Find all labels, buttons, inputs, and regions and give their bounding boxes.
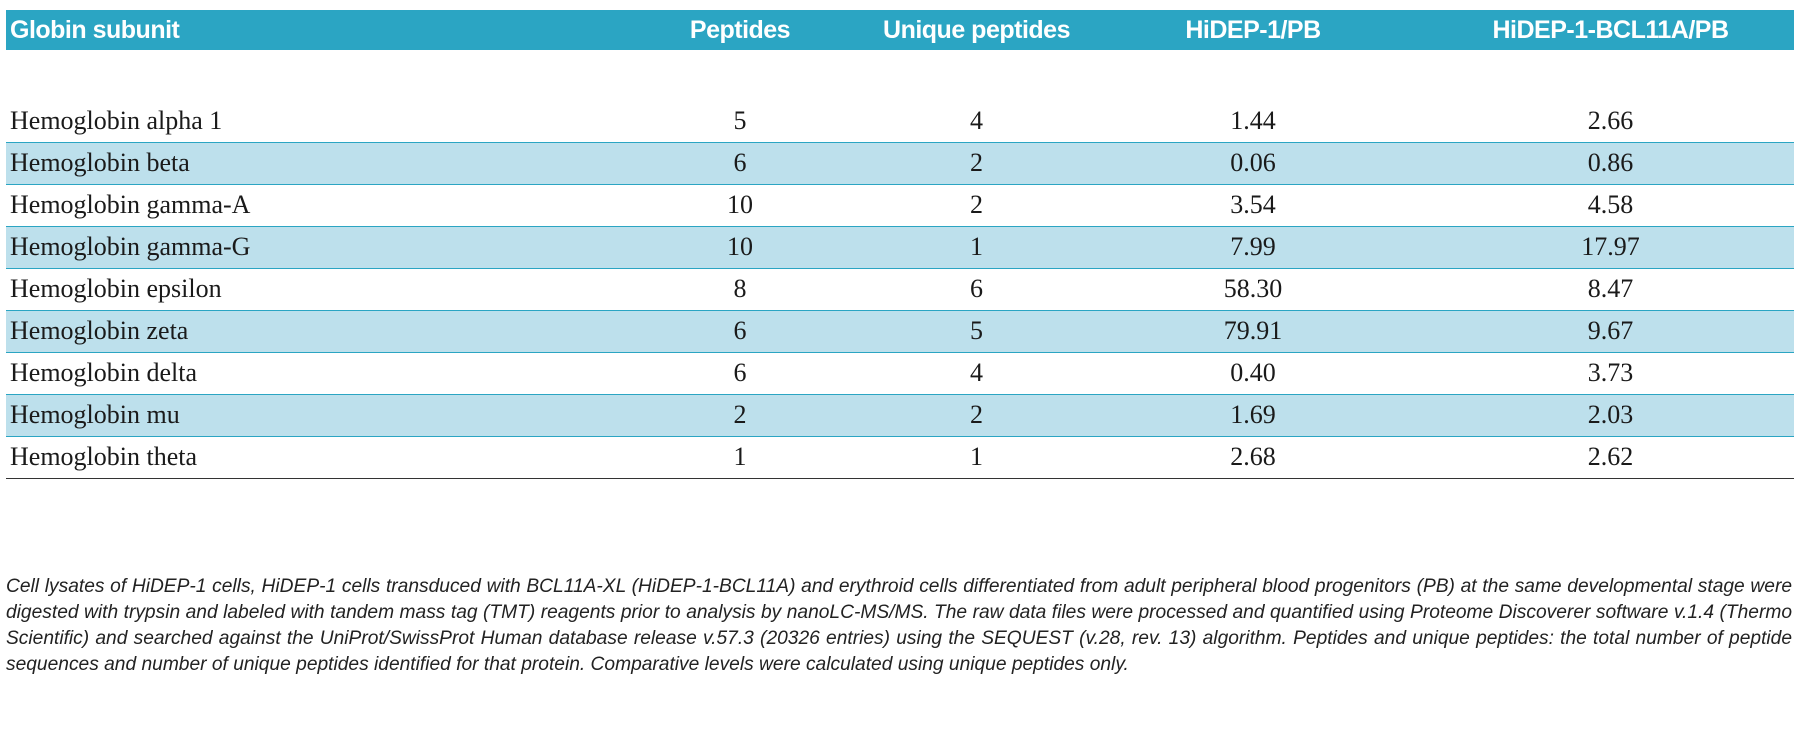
cell-hidep1-pb: 1.69: [1079, 394, 1427, 436]
header-globin-subunit: Globin subunit: [10, 15, 180, 44]
cell-hidep1-pb: 0.06: [1079, 142, 1427, 184]
header-hidep1-bcl11a-pb: HiDEP-1-BCL11A/PB: [1492, 15, 1729, 44]
cell-unique-peptides: 2: [874, 142, 1079, 184]
cell-unique-peptides: 2: [874, 394, 1079, 436]
table-row: [6, 142, 1794, 184]
cell-unique-peptides: 1: [874, 436, 1079, 478]
cell-subunit: Hemoglobin zeta: [6, 310, 606, 352]
cell-peptides: 6: [733, 358, 747, 387]
cell-peptides: 8: [733, 274, 747, 303]
cell-hidep1-pb: 1.44: [1230, 105, 1276, 135]
cell-subunit: Hemoglobin theta: [6, 436, 606, 478]
table-row: [6, 394, 1794, 436]
header-peptides: Peptides: [689, 15, 791, 44]
table-row: [6, 436, 1794, 478]
cell-peptides: 10: [606, 226, 874, 268]
cell-unique-peptides: 4: [970, 105, 983, 135]
cell-subunit: Hemoglobin mu: [6, 394, 606, 436]
cell-hidep1-bcl11a-pb: 8.47: [1587, 274, 1634, 303]
table-row: [6, 268, 1794, 310]
header-unique-peptides: Unique peptides: [883, 15, 1070, 44]
cell-subunit: Hemoglobin delta: [10, 358, 198, 387]
cell-peptides: 2: [606, 394, 874, 436]
table-row: [6, 184, 1794, 226]
cell-unique-peptides: 1: [874, 226, 1079, 268]
cell-hidep1-bcl11a-pb: 4.58: [1587, 190, 1634, 219]
table-row: [6, 100, 1794, 142]
table-row: [6, 226, 1794, 268]
cell-hidep1-pb: 0.40: [1230, 358, 1276, 387]
cell-hidep1-bcl11a-pb: 2.03: [1427, 394, 1794, 436]
cell-hidep1-bcl11a-pb: 17.97: [1427, 226, 1794, 268]
cell-peptides: 10: [727, 190, 753, 219]
cell-subunit: Hemoglobin beta: [6, 142, 606, 184]
cell-hidep1-bcl11a-pb: 2.66: [1587, 105, 1634, 135]
cell-peptides: 6: [606, 142, 874, 184]
cell-hidep1-pb: 58.30: [1223, 274, 1283, 303]
table-row: [6, 310, 1794, 352]
cell-hidep1-pb: 2.68: [1079, 436, 1427, 478]
header-spacer: [6, 50, 1794, 100]
table-footnote: Cell lysates of HiDEP-1 cells, HiDEP-1 cells transduced with BCL11A-XL (HiDEP-1-BCL11A) and erythroid cells differentiated from adult peripheral blood progenitors (PB) at the same developmental stage were digested with trypsin and labeled with tandem mass tag (TMT) reagents prior to analysis by nanoLC-MS/MS. The raw data files were processed and quantified using Proteome Discoverer software v.1.4 (Thermo Scientific) and searched against the UniProt/SwissProt Human database release v.57.3 (20326 entries) using the SEQUEST (v.28, rev. 13) algorithm. Peptides and unique peptides: the total number of peptide sequences and number of unique peptides identified for that protein. Comparative levels were calculated using unique peptides only.: [6, 576, 1792, 675]
cell-hidep1-pb: 79.91: [1079, 310, 1427, 352]
table-header-row: [6, 10, 1794, 50]
cell-unique-peptides: 4: [970, 358, 983, 387]
globin-table: [6, 10, 1794, 479]
cell-peptides: 5: [733, 105, 747, 135]
cell-subunit: Hemoglobin gamma-G: [6, 226, 606, 268]
cell-unique-peptides: 2: [970, 190, 983, 219]
cell-hidep1-pb: 7.99: [1079, 226, 1427, 268]
cell-peptides: 1: [606, 436, 874, 478]
header-hidep1-pb: HiDEP-1/PB: [1185, 15, 1321, 44]
cell-peptides: 6: [606, 310, 874, 352]
cell-hidep1-bcl11a-pb: 3.73: [1587, 358, 1634, 387]
cell-unique-peptides: 5: [874, 310, 1079, 352]
cell-subunit: Hemoglobin epsilon: [10, 274, 222, 303]
cell-hidep1-bcl11a-pb: 2.62: [1427, 436, 1794, 478]
cell-hidep1-bcl11a-pb: 9.67: [1427, 310, 1794, 352]
cell-subunit: Hemoglobin alpha 1: [10, 105, 223, 135]
table-row: [6, 352, 1794, 394]
cell-hidep1-bcl11a-pb: 0.86: [1427, 142, 1794, 184]
cell-unique-peptides: 6: [970, 274, 983, 303]
cell-hidep1-pb: 3.54: [1230, 190, 1276, 219]
cell-subunit: Hemoglobin gamma-A: [10, 190, 251, 219]
